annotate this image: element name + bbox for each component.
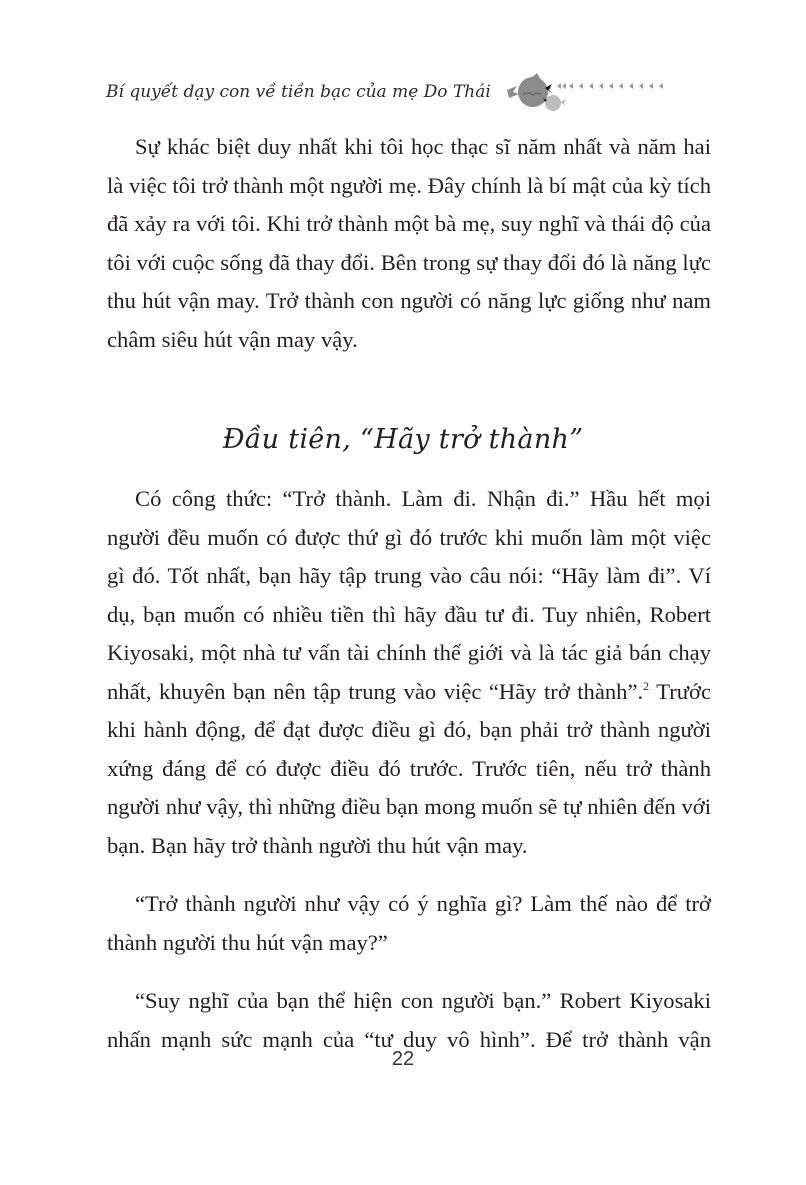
intro-section <box>107 128 711 359</box>
running-header <box>106 72 706 112</box>
page-number: 22 <box>391 1048 415 1070</box>
running-title: Bí quyết dạy con về tiền bạc của mẹ Do Thái <box>106 82 491 102</box>
paragraph-3: “Suy nghĩ của bạn thể hiện con người bạn.” Robert Kiyosaki nhấn mạnh sức mạnh của “tư duy vô hình”. Để trở thành vận <box>107 988 711 1052</box>
paragraph-1 <box>107 480 711 865</box>
footnote-reference[interactable]: 2 <box>643 678 650 693</box>
paragraph-1-text-b: Trước khi hành động, để đạt được điều gì đó, bạn phải trở thành người xứng đáng để có được điều đó trước. Trước tiên, nếu trở thành người như vậy, thì những điều bạn mong muốn sẽ tự nhiên đến với bạn. Bạn hãy trở thành người thu hút vận may. <box>107 678 711 858</box>
birds-and-hearts-ornament-icon <box>501 70 681 114</box>
paragraph-2: “Trở thành người như vậy có ý nghĩa gì? Làm thế nào để trở thành người thu hút vận may?” <box>107 891 711 955</box>
section-heading: Đầu tiên, “Hãy trở thành” <box>222 424 584 455</box>
section-body <box>107 480 711 1059</box>
intro-paragraph: Sự khác biệt duy nhất khi tôi học thạc sĩ năm nhất và năm hai là việc tôi trở thành một người mẹ. Đây chính là bí mật của kỳ tích đã xảy ra với tôi. Khi trở thành một bà mẹ, suy nghĩ và thái độ của tôi với cuộc sống đã thay đổi. Bên trong sự thay đổi đó là năng lực thu hút vận may. Trở thành con người có năng lực giống như nam châm siêu hút vận may vậy. <box>107 134 711 352</box>
hearts-trail-icon <box>557 83 663 89</box>
paragraph-1-text-a: Có công thức: “Trở thành. Làm đi. Nhận đi.” Hầu hết mọi người đều muốn có được thứ gì đó trước khi muốn làm một việc gì đó. Tốt nhất, bạn hãy tập trung vào câu nói: “Hãy làm đi”. Ví dụ, bạn muốn có nhiều tiền thì hãy đầu tư đi. Tuy nhiên, Robert Kiyosaki, một nhà tư vấn tài chính thế giới và là tác giả bán chạy nhất, khuyên bạn nên tập trung vào việc “Hãy trở thành”. <box>107 486 711 704</box>
